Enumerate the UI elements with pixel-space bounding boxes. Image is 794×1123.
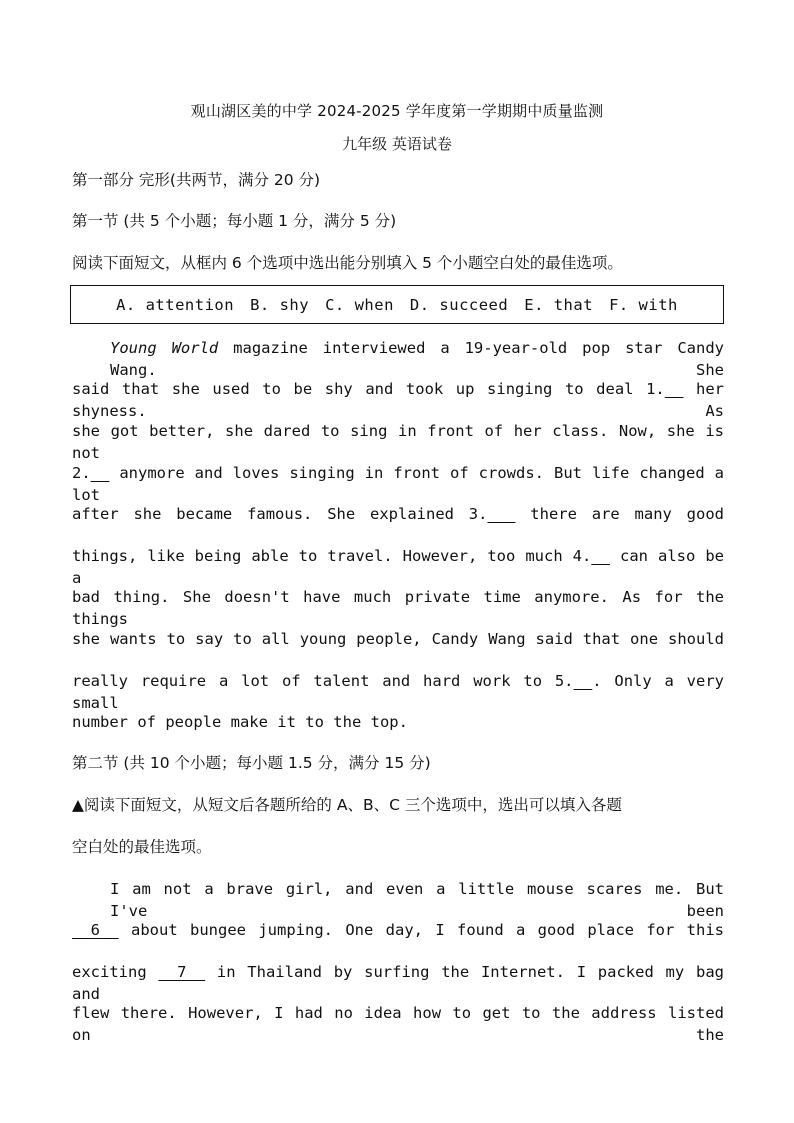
passage1-line-3: she got better, she dared to sing in front of her class. Now, she is not xyxy=(72,422,724,462)
options-box xyxy=(70,285,724,324)
option-a: A. attention xyxy=(116,295,235,314)
option-f: F. with xyxy=(609,295,678,314)
blank-5[interactable]: __ xyxy=(573,672,593,690)
option-d: D. succeed xyxy=(409,295,509,314)
passage1-line-1: Young World magazine interviewed a 19-year-old pop star Candy Wang. She xyxy=(110,339,724,379)
passage1-line-10: number of people make it to the top. xyxy=(72,713,408,731)
exam-title: 观山湖区美的中学 2024-2025 学年度第一学期期中质量监测 xyxy=(190,102,604,120)
section2-instruction-1: ▲阅读下面短文，从短文后各题所给的 A、B、C 三个选项中，选出可以填入各题 xyxy=(72,796,622,814)
passage2-line-2: __6__ about bungee jumping. One day, I found a good place for this xyxy=(72,921,724,939)
section2-instruction-2: 空白处的最佳选项。 xyxy=(72,838,212,856)
blank-4[interactable]: __ xyxy=(591,547,610,565)
blank-1[interactable]: __ xyxy=(664,380,684,398)
option-b: B. shy xyxy=(250,295,310,314)
blank-7[interactable]: __7__ xyxy=(158,963,206,981)
passage2-line-4: flew there. However, I had no idea how to get to the address listed on the xyxy=(72,1004,724,1044)
passage1-line-8: she wants to say to all young people, Candy Wang said that one should xyxy=(72,630,724,648)
passage1-line-4: 2.__ anymore and loves singing in front of crowds. But life changed a lot xyxy=(72,464,724,504)
passage1-line-7: bad thing. She doesn't have much private time anymore. As for the things xyxy=(72,588,724,628)
passage1-line-5: after she became famous. She explained 3.___ there are many good xyxy=(72,505,725,523)
passage2-line-1: I am not a brave girl, and even a little mouse scares me. But I've been xyxy=(110,880,724,920)
exam-subtitle: 九年级 英语试卷 xyxy=(342,135,452,153)
passage1-line-9: really require a lot of talent and hard work to 5.__. Only a very small xyxy=(72,672,724,712)
part1-heading: 第一部分 完形(共两节，满分 20 分) xyxy=(72,171,321,189)
blank-6[interactable]: __6__ xyxy=(72,921,119,939)
passage2-line-3: exciting __7__ in Thailand by surfing the Internet. I packed my bag and xyxy=(72,963,724,1003)
option-c: C. when xyxy=(325,295,394,314)
section1-instruction: 阅读下面短文，从框内 6 个选项中选出能分别填入 5 个小题空白处的最佳选项。 xyxy=(72,254,623,272)
section1-heading: 第一节 (共 5 个小题；每小题 1 分，满分 5 分) xyxy=(72,212,397,230)
blank-2[interactable]: __ xyxy=(90,464,110,482)
option-e: E. that xyxy=(524,295,594,314)
passage1-line-6: things, like being able to travel. However, too much 4.__ can also be a xyxy=(72,547,725,587)
blank-3[interactable]: ___ xyxy=(487,505,516,523)
section2-heading: 第二节 (共 10 个小题；每小题 1.5 分，满分 15 分) xyxy=(72,754,431,772)
passage1-line-2: said that she used to be shy and took up singing to deal 1.__ her shyness. As xyxy=(72,380,725,420)
